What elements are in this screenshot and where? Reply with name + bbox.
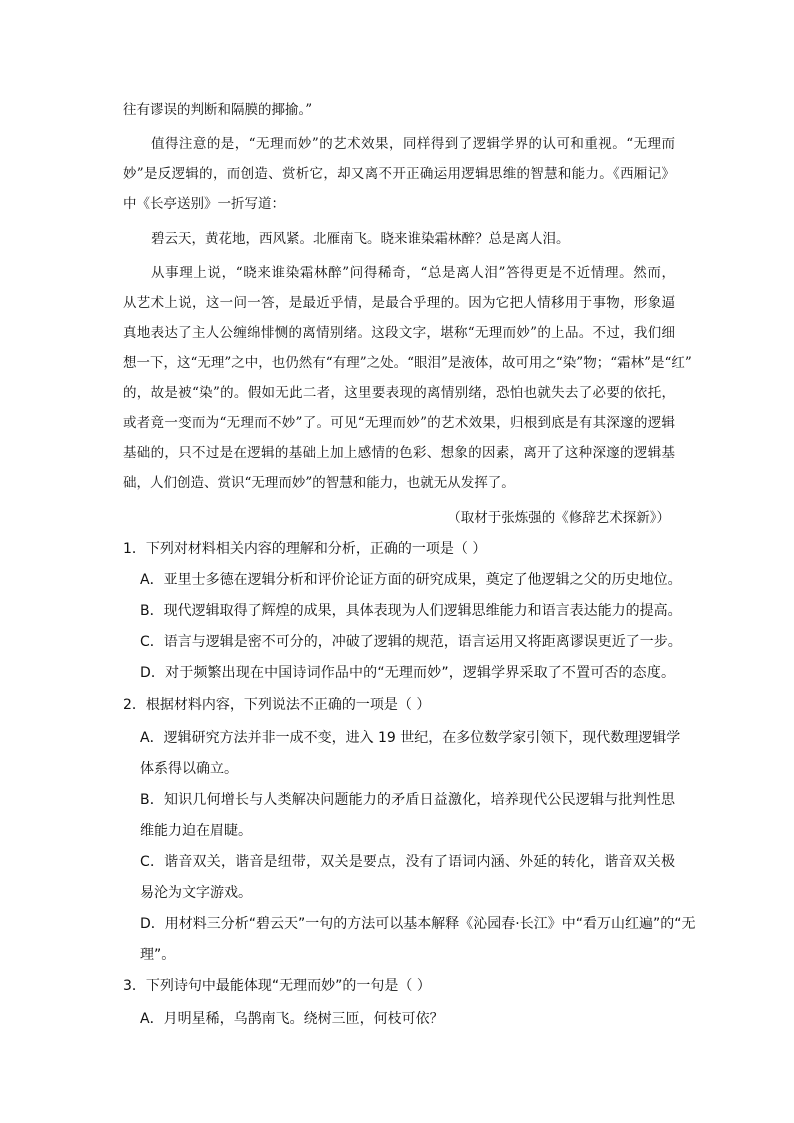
- passage-line: 从事理上说，“晓来谁染霜林醉”问得稀奇，“总是离人泪”答得更是不近情理。然而，: [151, 265, 675, 281]
- passage-line: 基础的，只不过是在逻辑的基础上加上感情的色彩、想象的因素，离开了这种深邃的逻辑基: [123, 445, 675, 461]
- passage-line: 妙”是反逻辑的，而创造、赏析它，却又离不开正确运用逻辑思维的智慧和能力。《西厢记》: [123, 166, 675, 182]
- question-2-option-a-cont: 体系得以确立。: [140, 761, 238, 777]
- passage-line: 往有谬误的判断和隔膜的揶揄。”: [123, 102, 313, 118]
- passage-line: 真地表达了主人公缠绵悱恻的离情别绪。这段文字，堪称“无理而妙”的上品。不过，我们细: [123, 325, 675, 341]
- question-2-stem: 2．根据材料内容，下列说法不正确的一项是（ ）: [123, 697, 431, 713]
- question-1-option-a[interactable]: A．亚里士多德在逻辑分析和评价论证方面的研究成果，奠定了他逻辑之父的历史地位。: [140, 572, 682, 588]
- passage-line: 想一下，这“无理”之中，也仍然有“有理”之处。“眼泪”是液体，故可用之“染”物；“霜林”是“红”: [123, 355, 692, 371]
- question-3-stem: 3．下列诗句中最能体现“无理而妙”的一句是（ ）: [123, 978, 431, 994]
- passage-line: 或者竟一变而为“无理而不妙”了。可见“无理而妙”的艺术效果，归根到底是有其深邃的逻辑: [123, 415, 675, 431]
- question-2-option-d-cont: 理”。: [140, 947, 176, 963]
- passage-line: 础，人们创造、赏识“无理而妙”的智慧和能力，也就无从发挥了。: [123, 475, 515, 491]
- question-2-option-c-cont: 易沦为文字游戏。: [140, 885, 252, 901]
- passage-line: 值得注意的是，“无理而妙”的艺术效果，同样得到了逻辑学界的认可和重视。“无理而: [151, 136, 675, 152]
- passage-source: （取材于张炼强的《修辞艺术探新》）: [447, 510, 670, 526]
- question-2-option-b-cont: 维能力迫在眉睫。: [140, 823, 252, 839]
- question-1-stem: 1．下列对材料相关内容的理解和分析，正确的一项是（ ）: [123, 541, 487, 557]
- question-2-option-b[interactable]: B．知识几何增长与人类解决问题能力的矛盾日益激化，培养现代公民逻辑与批判性思: [140, 792, 675, 808]
- question-1-option-b[interactable]: B．现代逻辑取得了辉煌的成果，具体表现为人们逻辑思维能力和语言表达能力的提高。: [140, 603, 682, 619]
- passage-line: 中《长亭送别》一折写道：: [123, 196, 285, 212]
- question-2-option-d[interactable]: D．用材料三分析“碧云天”一句的方法可以基本解释《沁园春·长江》中“看万山红遍”的“无: [140, 916, 696, 932]
- question-1-option-c[interactable]: C．语言与逻辑是密不可分的，冲破了逻辑的规范，语言运用又将距离谬误更近了一步。: [140, 634, 682, 650]
- passage-line: 的，故是被“染”的。假如无此二者，这里要表现的离情别绪，恐怕也就失去了必要的依托，: [123, 385, 675, 401]
- passage-line: 从艺术上说，这一问一答，是最近乎情，是最合乎理的。因为它把人情移用于事物，形象逼: [123, 295, 675, 311]
- passage-quote-poem: 碧云天，黄花地，西风紧。北雁南飞。晓来谁染霜林醉？总是离人泪。: [151, 231, 570, 247]
- question-3-option-a[interactable]: A．月明星稀，乌鹊南飞。绕树三匝，何枝可依？: [140, 1011, 444, 1027]
- question-2-option-a[interactable]: A．逻辑研究方法并非一成不变，进入 19 世纪，在多位数学家引领下，现代数理逻辑学: [140, 730, 681, 746]
- question-1-option-d[interactable]: D．对于频繁出现在中国诗词作品中的“无理而妙”，逻辑学界采取了不置可否的态度。: [140, 665, 675, 681]
- question-2-option-c[interactable]: C．谐音双关，谐音是纽带，双关是要点，没有了语词内涵、外延的转化，谐音双关极: [140, 854, 675, 870]
